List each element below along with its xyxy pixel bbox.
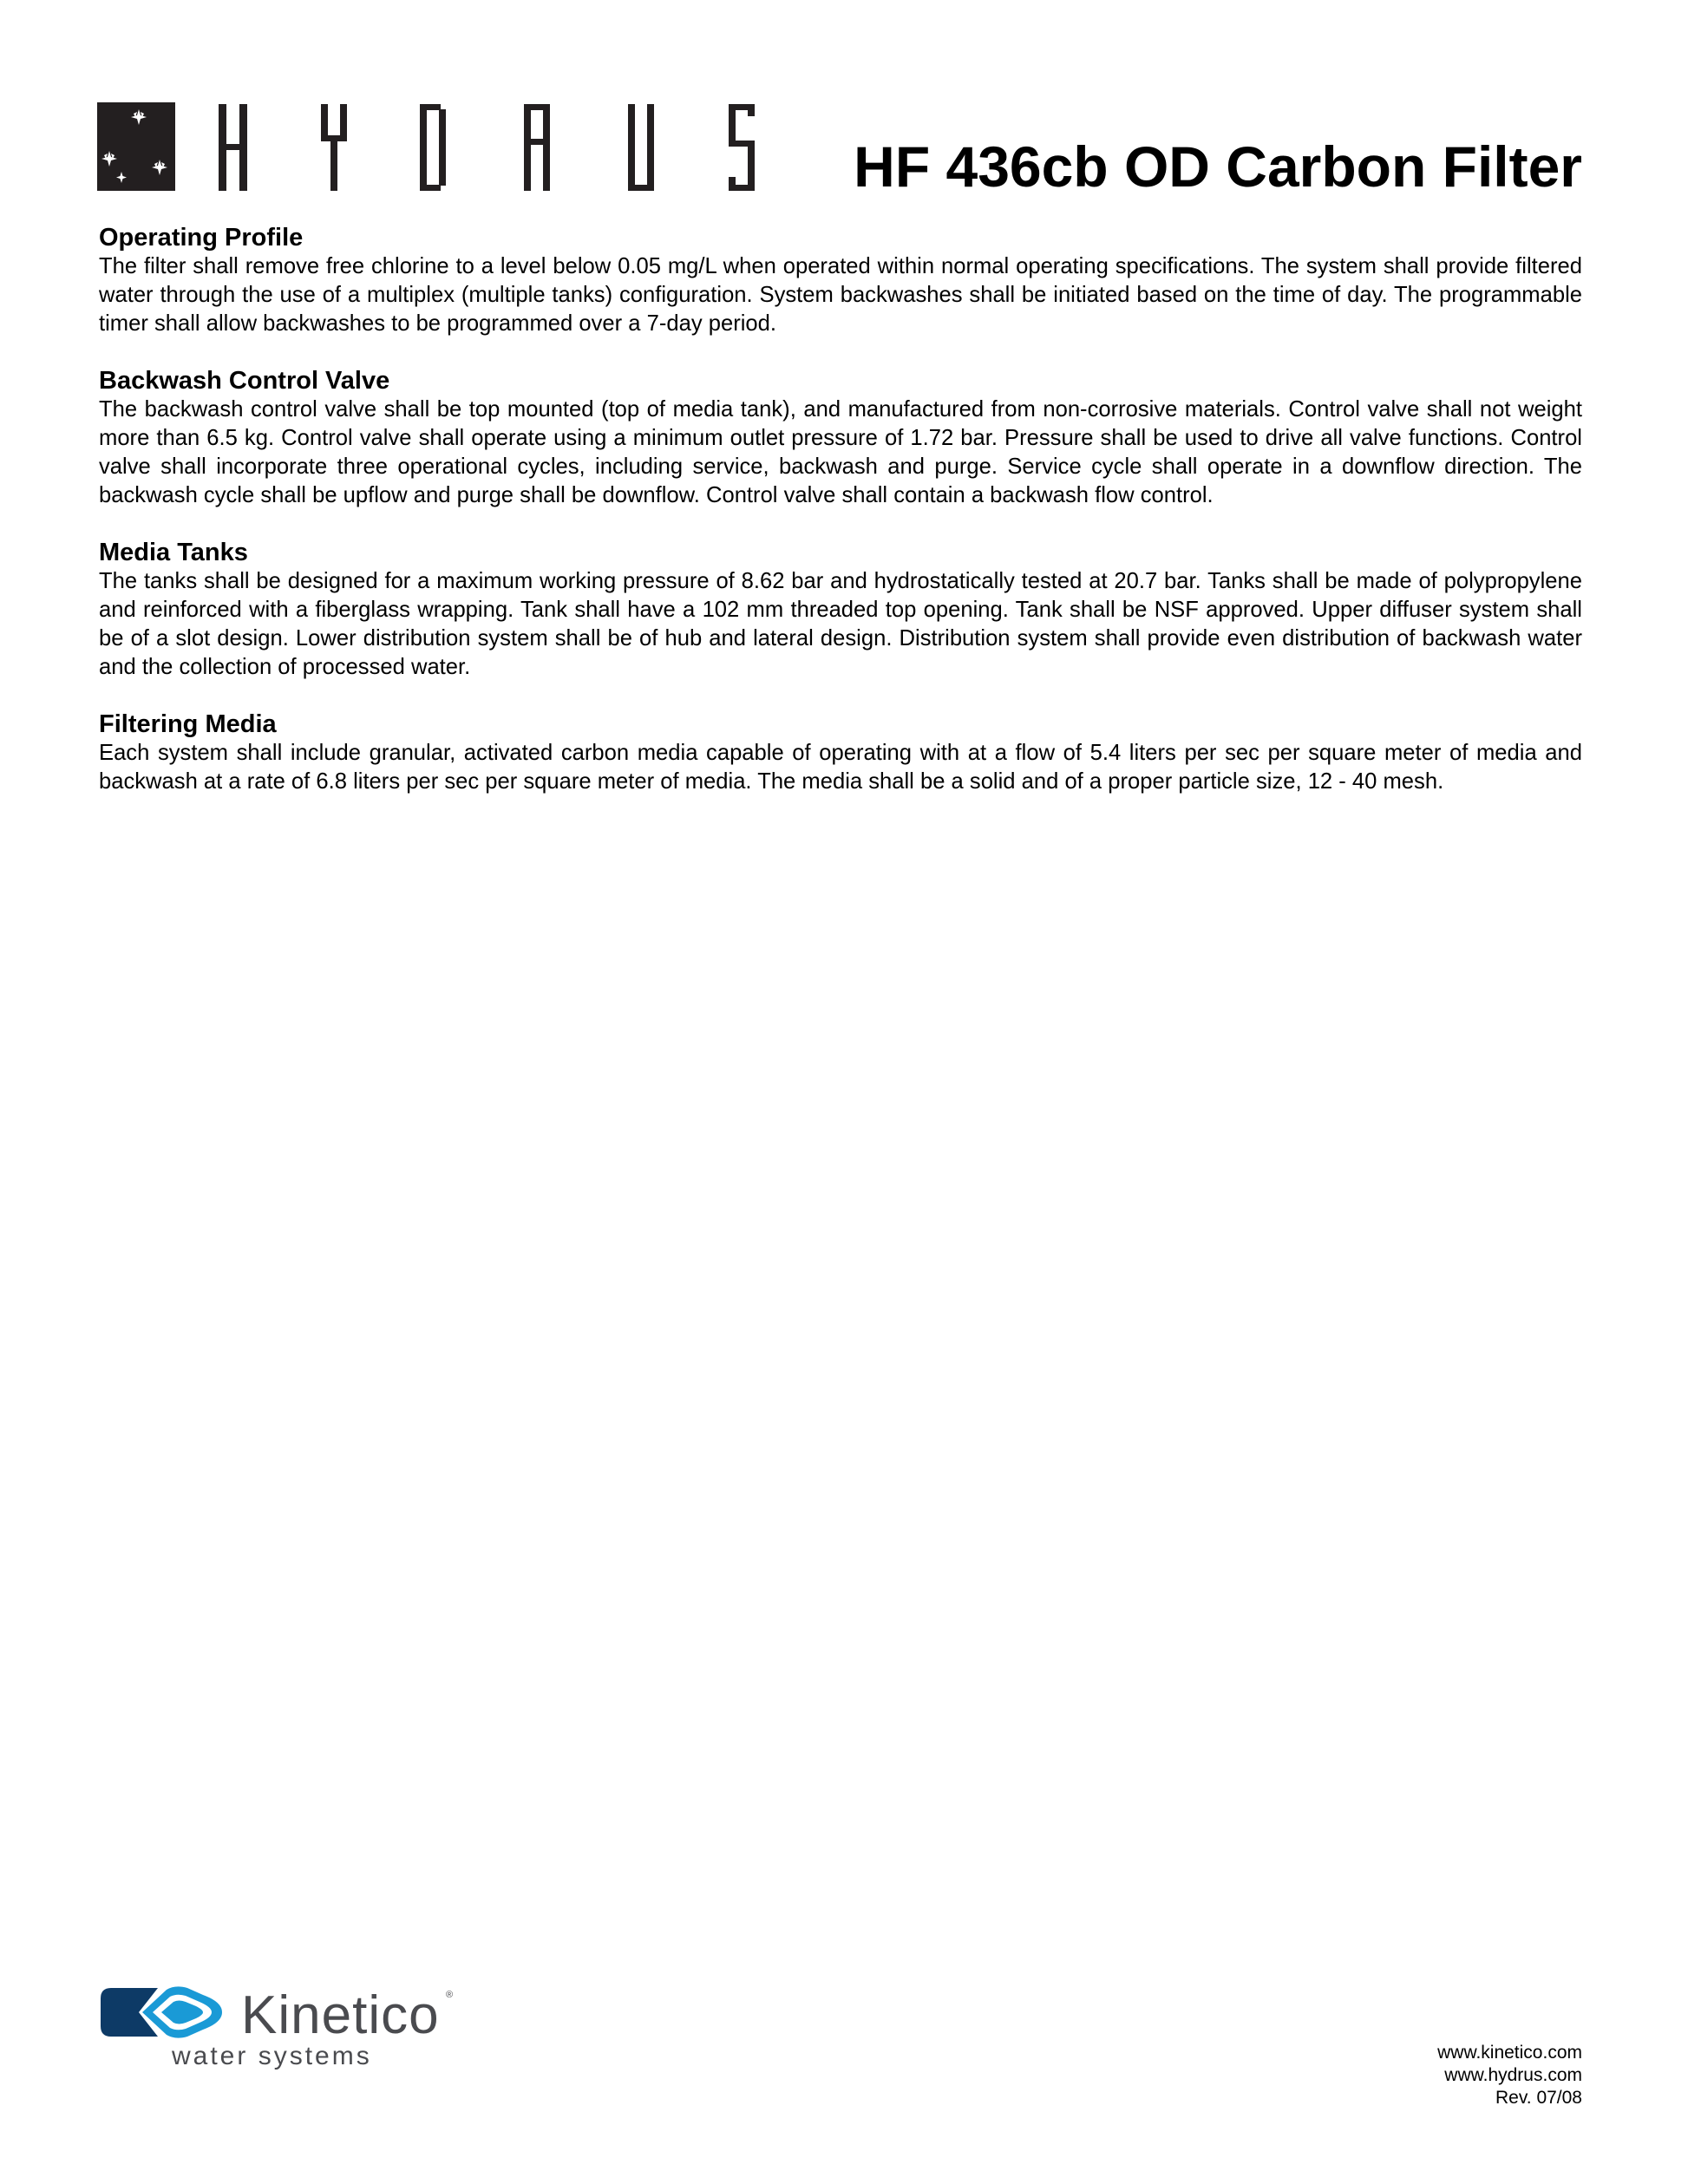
section-heading: Filtering Media xyxy=(99,710,277,738)
section-body: Each system shall include granular, activated carbon media capable of operating with at a flow of 5.4 liters per sec per square meter of media and backwash at a rate of 6.8 liters per sec per square meter of media. The media shall be a solid and of a proper particle size, 12 - 40 mesh. xyxy=(99,741,1582,794)
kinetico-tagline: water systems xyxy=(172,2042,372,2070)
section-body: The tanks shall be designed for a maximum working pressure of 8.62 bar and hydrostatically tested at 20.7 bar. Tanks shall be made of polypropylene and reinforced with a fiberglass wrapping. Tank shall have a 102 mm threaded top opening. Tank shall be NSF approved. Upper diffuser system shall be of a slot design. Lower distribution system shall be of hub and lateral design. Distribution system shall provide even distribution of backwash water and the collection of processed water. xyxy=(99,569,1582,679)
star-cluster-icon xyxy=(97,102,175,191)
header xyxy=(97,97,1582,201)
section-media-tanks xyxy=(99,539,1582,682)
section-body: The filter shall remove free chlorine to a level below 0.05 mg/L when operated within normal operating specifications. The system shall provide filtered water through the use of a multiplex (multiple tanks) configuration. System backwashes shall be initiated based on the time of day. The programmable timer shall allow backwashes to be programmed over a 7-day period. xyxy=(99,254,1582,336)
hydrus-wordmark-icon xyxy=(219,101,791,194)
website-kinetico: www.kinetico.com xyxy=(1437,2043,1582,2063)
section-heading: Backwash Control Valve xyxy=(99,367,390,395)
section-backwash-control-valve xyxy=(99,367,1582,510)
kinetico-drop-icon xyxy=(101,1985,239,2040)
registered-mark: ® xyxy=(446,1990,454,2000)
section-body: The backwash control valve shall be top mounted (top of media tank), and manufactured from non-corrosive materials. Control valve shall not weight more than 6.5 kg. Control valve shall operate using a minimum outlet pressure of 1.72 bar. Pressure shall be used to drive all valve functions. Control valve shall incorporate three operational cycles, including service, backwash and purge. Service cycle shall operate in a downflow direction. The backwash cycle shall be upflow and purge shall be downflow. Control valve shall contain a backwash flow control. xyxy=(99,397,1582,507)
website-hydrus: www.hydrus.com xyxy=(1444,2065,1582,2085)
section-filtering-media xyxy=(99,710,1582,796)
footer-info xyxy=(1437,2042,1582,2109)
section-operating-profile xyxy=(99,224,1582,338)
section-heading: Media Tanks xyxy=(99,539,248,566)
revision-label: Rev. 07/08 xyxy=(1495,2088,1582,2108)
hydrus-star-logo xyxy=(97,102,175,191)
document-title: HF 436cb OD Carbon Filter xyxy=(854,134,1582,199)
kinetico-name: Kinetico xyxy=(241,1985,440,2045)
kinetico-logo xyxy=(101,1985,465,2070)
specification-content xyxy=(99,224,1582,825)
section-heading: Operating Profile xyxy=(99,224,304,252)
hydrus-wordmark xyxy=(219,101,791,194)
